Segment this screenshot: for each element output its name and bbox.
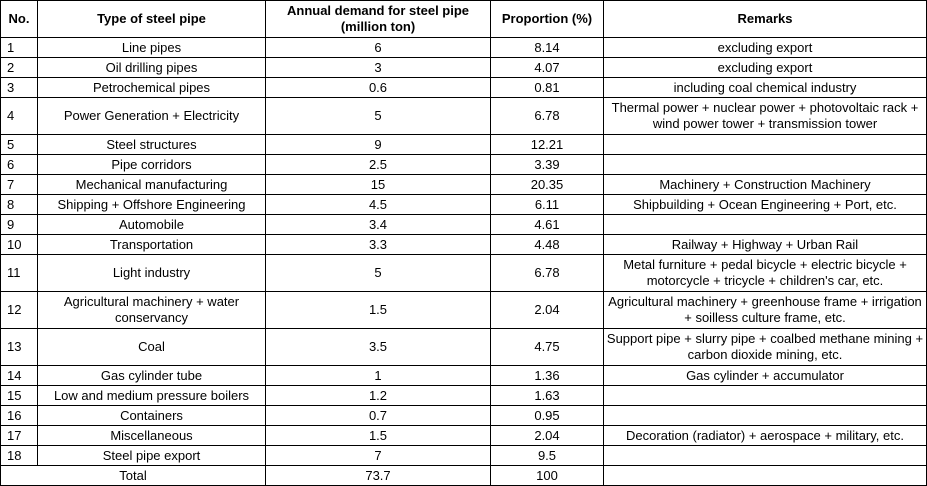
row-remarks: Thermal power + nuclear power + photovoltaic rack + wind power tower + transmission tower	[604, 98, 927, 135]
row-type: Power Generation + Electricity	[38, 98, 266, 135]
row-remarks: excluding export	[604, 58, 927, 78]
row-proportion: 6.11	[491, 195, 604, 215]
row-remarks: Metal furniture + pedal bicycle + electric bicycle + motorcycle + tricycle + children's car, etc.	[604, 255, 927, 292]
row-no: 10	[1, 235, 38, 255]
row-remarks: Agricultural machinery + greenhouse frame + irrigation + soilless culture frame, etc.	[604, 292, 927, 329]
row-type: Mechanical manufacturing	[38, 175, 266, 195]
table-row	[1, 98, 927, 135]
row-no: 2	[1, 58, 38, 78]
row-type: Shipping + Offshore Engineering	[38, 195, 266, 215]
row-demand: 9	[266, 135, 491, 155]
row-type: Automobile	[38, 215, 266, 235]
table-row	[1, 78, 927, 98]
row-type: Gas cylinder tube	[38, 366, 266, 386]
row-no: 11	[1, 255, 38, 292]
row-remarks	[604, 386, 927, 406]
header-proportion: Proportion (%)	[491, 1, 604, 38]
row-no: 4	[1, 98, 38, 135]
table-row	[1, 58, 927, 78]
row-proportion: 4.75	[491, 329, 604, 366]
row-no: 14	[1, 366, 38, 386]
row-remarks: Railway + Highway + Urban Rail	[604, 235, 927, 255]
row-type: Oil drilling pipes	[38, 58, 266, 78]
total-demand: 73.7	[266, 466, 491, 486]
row-demand: 1.5	[266, 292, 491, 329]
row-proportion: 2.04	[491, 426, 604, 446]
table-row	[1, 38, 927, 58]
row-remarks	[604, 155, 927, 175]
row-type: Line pipes	[38, 38, 266, 58]
row-no: 5	[1, 135, 38, 155]
row-no: 7	[1, 175, 38, 195]
table-row	[1, 175, 927, 195]
row-demand: 3.4	[266, 215, 491, 235]
row-type: Containers	[38, 406, 266, 426]
row-type: Transportation	[38, 235, 266, 255]
row-no: 13	[1, 329, 38, 366]
row-no: 8	[1, 195, 38, 215]
header-type: Type of steel pipe	[38, 1, 266, 38]
table-row	[1, 386, 927, 406]
row-proportion: 8.14	[491, 38, 604, 58]
row-remarks: Shipbuilding + Ocean Engineering + Port, etc.	[604, 195, 927, 215]
row-proportion: 6.78	[491, 98, 604, 135]
table-row	[1, 426, 927, 446]
row-demand: 0.6	[266, 78, 491, 98]
row-remarks: Gas cylinder + accumulator	[604, 366, 927, 386]
row-demand: 3.5	[266, 329, 491, 366]
row-demand: 15	[266, 175, 491, 195]
row-no: 9	[1, 215, 38, 235]
total-remarks	[604, 466, 927, 486]
row-demand: 3	[266, 58, 491, 78]
row-remarks	[604, 215, 927, 235]
row-remarks: Decoration (radiator) + aerospace + military, etc.	[604, 426, 927, 446]
row-demand: 5	[266, 98, 491, 135]
row-remarks: excluding export	[604, 38, 927, 58]
table-row	[1, 255, 927, 292]
total-label: Total	[1, 466, 266, 486]
row-demand: 4.5	[266, 195, 491, 215]
row-proportion: 9.5	[491, 446, 604, 466]
table-row	[1, 215, 927, 235]
header-demand: Annual demand for steel pipe (million ton)	[266, 1, 491, 38]
row-demand: 6	[266, 38, 491, 58]
row-no: 3	[1, 78, 38, 98]
row-demand: 2.5	[266, 155, 491, 175]
row-type: Agricultural machinery + water conservancy	[38, 292, 266, 329]
total-row	[1, 466, 927, 486]
row-demand: 0.7	[266, 406, 491, 426]
row-proportion: 1.63	[491, 386, 604, 406]
table-row	[1, 235, 927, 255]
row-remarks	[604, 406, 927, 426]
row-type: Steel structures	[38, 135, 266, 155]
row-proportion: 6.78	[491, 255, 604, 292]
table-row	[1, 329, 927, 366]
row-remarks: Machinery + Construction Machinery	[604, 175, 927, 195]
table-row	[1, 135, 927, 155]
row-type: Coal	[38, 329, 266, 366]
row-no: 6	[1, 155, 38, 175]
row-type: Light industry	[38, 255, 266, 292]
table-row	[1, 366, 927, 386]
row-proportion: 3.39	[491, 155, 604, 175]
row-demand: 7	[266, 446, 491, 466]
row-proportion: 0.81	[491, 78, 604, 98]
row-remarks: Support pipe + slurry pipe + coalbed methane mining + carbon dioxide mining, etc.	[604, 329, 927, 366]
row-type: Low and medium pressure boilers	[38, 386, 266, 406]
row-demand: 3.3	[266, 235, 491, 255]
header-remarks: Remarks	[604, 1, 927, 38]
table-row	[1, 446, 927, 466]
row-no: 16	[1, 406, 38, 426]
row-remarks: including coal chemical industry	[604, 78, 927, 98]
row-proportion: 4.48	[491, 235, 604, 255]
row-proportion: 2.04	[491, 292, 604, 329]
row-proportion: 1.36	[491, 366, 604, 386]
table-row	[1, 155, 927, 175]
row-type: Petrochemical pipes	[38, 78, 266, 98]
row-proportion: 20.35	[491, 175, 604, 195]
row-type: Pipe corridors	[38, 155, 266, 175]
row-proportion: 0.95	[491, 406, 604, 426]
row-proportion: 4.61	[491, 215, 604, 235]
row-no: 17	[1, 426, 38, 446]
header-row	[1, 1, 927, 38]
row-demand: 1.5	[266, 426, 491, 446]
row-proportion: 4.07	[491, 58, 604, 78]
row-demand: 1.2	[266, 386, 491, 406]
table-row	[1, 292, 927, 329]
row-no: 12	[1, 292, 38, 329]
header-no: No.	[1, 1, 38, 38]
row-no: 1	[1, 38, 38, 58]
table-row	[1, 406, 927, 426]
row-proportion: 12.21	[491, 135, 604, 155]
row-demand: 5	[266, 255, 491, 292]
row-type: Miscellaneous	[38, 426, 266, 446]
row-type: Steel pipe export	[38, 446, 266, 466]
row-remarks	[604, 446, 927, 466]
row-remarks	[604, 135, 927, 155]
table-row	[1, 195, 927, 215]
row-no: 15	[1, 386, 38, 406]
row-no: 18	[1, 446, 38, 466]
total-proportion: 100	[491, 466, 604, 486]
row-demand: 1	[266, 366, 491, 386]
